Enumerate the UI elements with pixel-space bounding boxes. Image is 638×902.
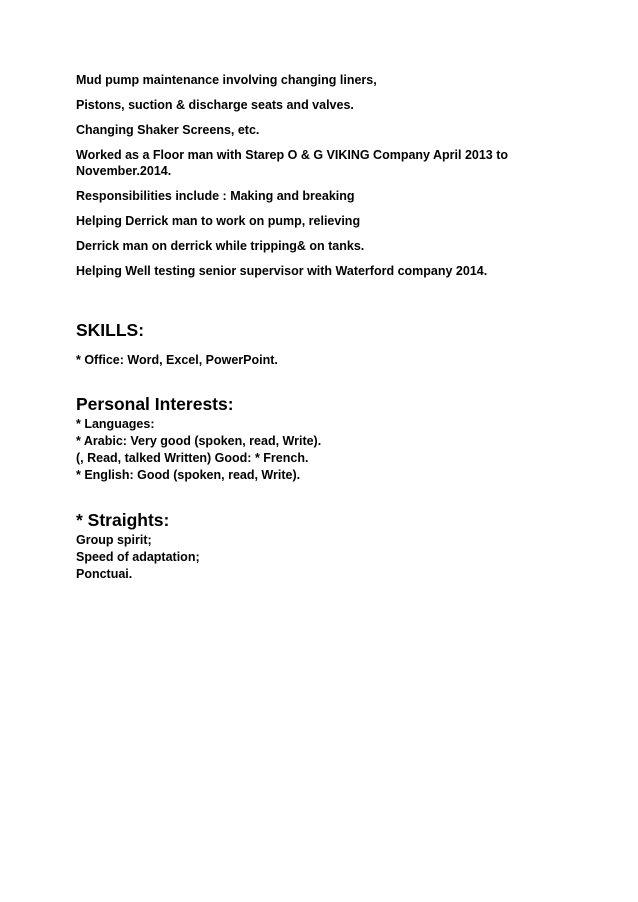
experience-line: Derrick man on derrick while tripping& on tanks. xyxy=(76,239,365,253)
skills-heading: SKILLS: xyxy=(76,320,145,340)
experience-section xyxy=(76,72,596,279)
skills-item: * Office: Word, Excel, PowerPoint. xyxy=(76,353,278,367)
page-content xyxy=(76,72,596,583)
experience-line: Worked as a Floor man with Starep O & G VIKING Company April 2013 to xyxy=(76,148,509,162)
interests-item: * Languages: xyxy=(76,417,155,431)
skills-section xyxy=(76,320,596,368)
straights-item: Speed of adaptation; xyxy=(76,550,200,564)
experience-line: November.2014. xyxy=(76,164,172,178)
straights-heading: * Straights: xyxy=(76,510,170,530)
interests-section xyxy=(76,394,596,484)
experience-line: Pistons, suction & discharge seats and valves. xyxy=(76,98,354,112)
experience-line: Helping Derrick man to work on pump, relieving xyxy=(76,214,361,228)
experience-line: Mud pump maintenance involving changing liners, xyxy=(76,73,377,87)
straights-item: Ponctuai. xyxy=(76,567,133,581)
experience-line: Changing Shaker Screens, etc. xyxy=(76,123,260,137)
experience-line: Responsibilities include : Making and breaking xyxy=(76,189,355,203)
interests-item: (, Read, talked Written) Good: * French. xyxy=(76,451,309,465)
straights-item: Group spirit; xyxy=(76,533,152,547)
experience-line: Helping Well testing senior supervisor with Waterford company 2014. xyxy=(76,264,488,278)
interests-item: * Arabic: Very good (spoken, read, Write). xyxy=(76,434,322,448)
straights-section xyxy=(76,510,596,583)
interests-item: * English: Good (spoken, read, Write). xyxy=(76,468,301,482)
interests-heading: Personal Interests: xyxy=(76,394,234,414)
